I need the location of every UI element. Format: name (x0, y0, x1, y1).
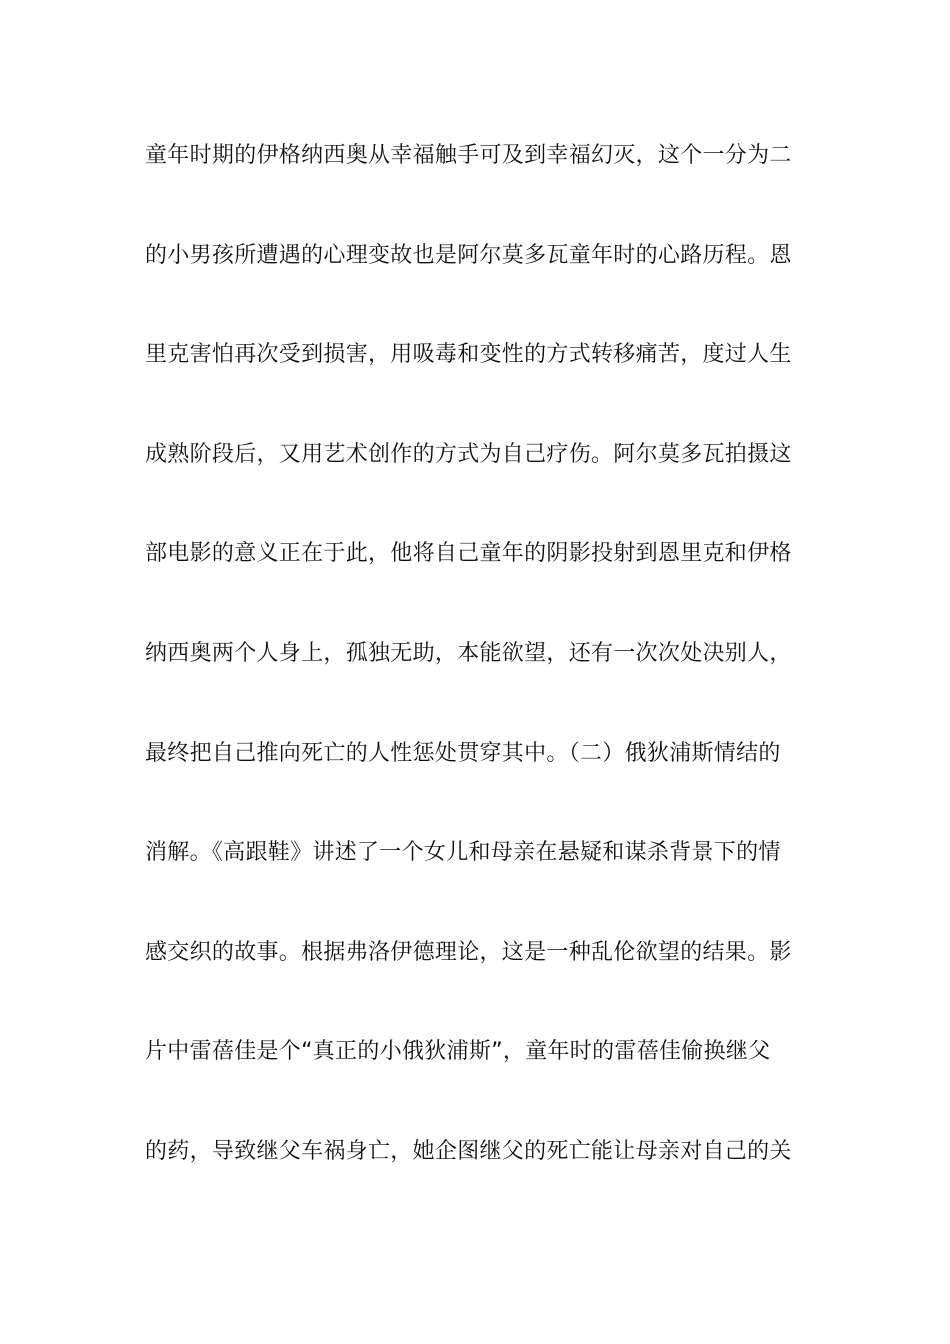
text-line-7: 最终把自己推向死亡的人性惩处贯穿其中。（二）俄狄浦斯情结的 (145, 740, 781, 766)
text-line-5: 部电影的意义正在于此，他将自己童年的阴影投射到恩里克和伊格 (145, 541, 792, 567)
text-line-1: 童年时期的伊格纳西奥从幸福触手可及到幸福幻灭，这个一分为二 (145, 143, 792, 168)
text-line-8: 消解。《高跟鞋》讲述了一个女儿和母亲在悬疑和谋杀背景下的情 (145, 840, 781, 866)
text-line-3: 里克害怕再次受到损害，用吸毒和变性的方式转移痛苦，度过人生 (145, 342, 792, 368)
body-paragraph (145, 131, 810, 1227)
text-line-11: 的药，导致继父车祸身亡，她企图继父的死亡能让母亲对自己的关 (145, 1138, 792, 1164)
text-line-6: 纳西奥两个人身上，孤独无助，本能欲望，还有一次次处决别人， (145, 640, 792, 666)
text-line-4: 成熟阶段后，又用艺术创作的方式为自己疗伤。阿尔莫多瓦拍摄这 (145, 441, 792, 467)
text-line-10: 片中雷蓓佳是个“真正的小俄狄浦斯”，童年时的雷蓓佳偷换继父 (145, 1039, 771, 1065)
text-line-9: 感交织的故事。根据弗洛伊德理论，这是一种乱伦欲望的结果。影 (145, 939, 792, 965)
text-line-2: 的小男孩所遭遇的心理变故也是阿尔莫多瓦童年时的心路历程。恩 (145, 242, 792, 268)
